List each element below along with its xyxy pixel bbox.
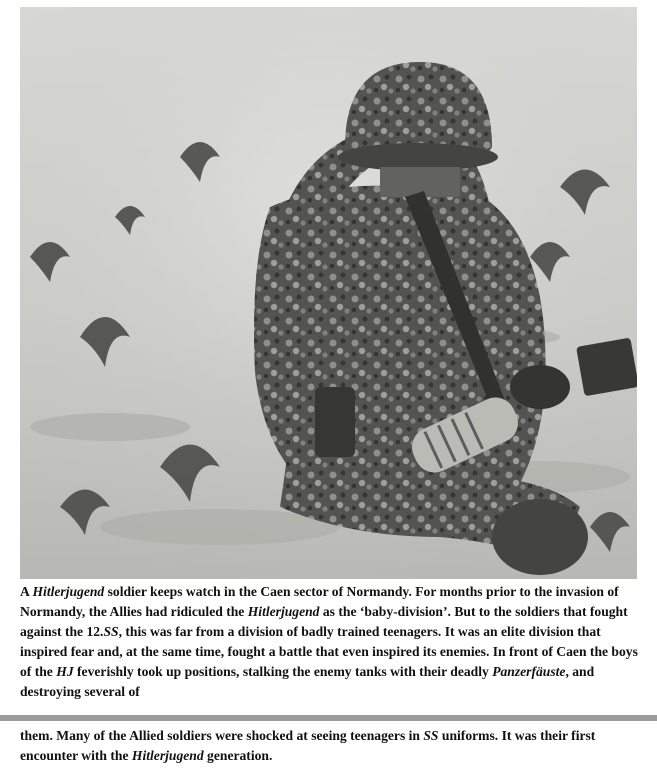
caption-text: them. Many of the Allied soldiers were shocked at seeing teenagers in (20, 728, 424, 743)
caption-emphasis: Hitlerjugend (131, 748, 204, 763)
caption-emphasis: Hitlerjugend (32, 584, 105, 599)
photo-caption (20, 582, 642, 702)
caption-emphasis: HJ (56, 664, 74, 679)
caption-emphasis: SS (423, 728, 439, 743)
caption-emphasis: SS (103, 624, 119, 639)
caption-text: as the ‘baby-division’. But to the soldiers that fought against the 12. (20, 604, 628, 639)
caption-text: , this was far from a division of badly trained teenagers. It was an elite division that inspired fear and, at the same time, fought a battle that even inspired its enemies. In front of Caen the boys of the (20, 624, 638, 679)
caption-text: , and destroying several of (20, 664, 595, 699)
caption-emphasis: Hitlerjugend (247, 604, 320, 619)
caption-emphasis: Panzerfäuste (492, 664, 566, 679)
photograph (20, 7, 637, 579)
caption-text: feverishly took up positions, stalking the enemy tanks with their deadly (73, 664, 493, 679)
soldier-photo-illustration (20, 7, 637, 579)
caption-text: A (20, 584, 33, 599)
page-divider (0, 715, 657, 721)
caption-continuation (20, 726, 642, 766)
caption-text: uniforms. It was their first encounter with the (20, 728, 596, 763)
caption-text: soldier keeps watch in the Caen sector of Normandy. For months prior to the invasion of Normandy, the Allies had ridiculed the (20, 584, 619, 619)
caption-text: generation. (203, 748, 273, 763)
